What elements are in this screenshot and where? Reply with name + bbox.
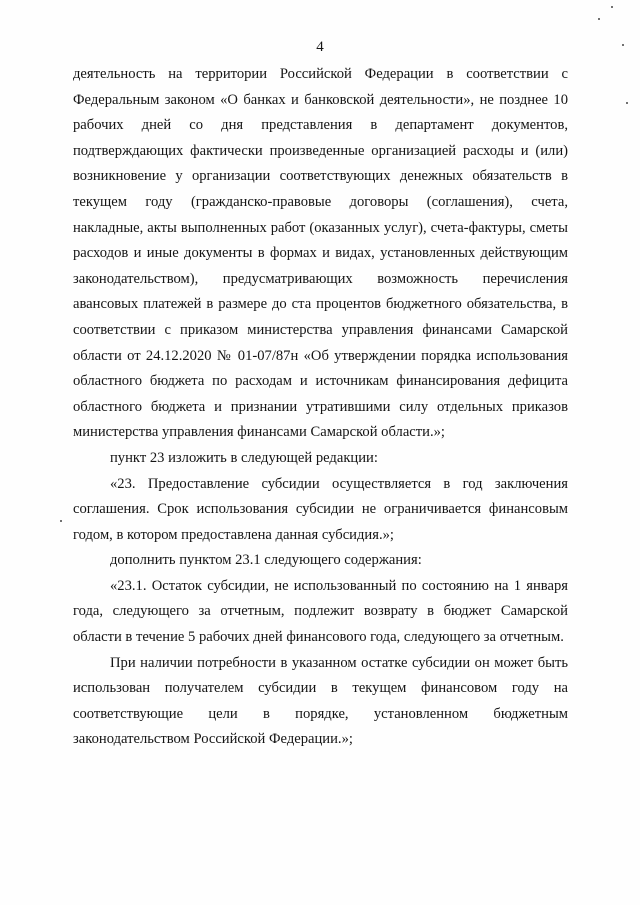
paragraph-item-23-text: «23. Предоставление субсидии осуществляется в год заключения соглашения. Срок использования субсидии не ограничивается финансовым годом, в котором предоставлена данная субсидия.»;: [73, 475, 568, 543]
scan-speck: [598, 18, 600, 20]
paragraph-item-23-1-text: «23.1. Остаток субсидии, не использованный по состоянию на 1 января года, следующего за отчетным, подлежит возврату в бюджет Самарской области в течение 5 рабочих дней финансового года, следующего за отчетным.: [73, 577, 568, 646]
paragraph-continuation: деятельность на территории Российской Федерации в соответствии с Федеральным законом «О банках и банковской деятельности», не позднее 10 рабочих дней со дня представления в департамент документов, подтверждающих фактически произведенные организацией расходы и (или) возникновение у организации соответствующих денежных обязательств в текущем году (гражданско-правовые договоры (соглашения), счета, накладные, акты выполненных работ (оказанных услуг), счета-фактуры, сметы расходов и иные документы в формах и видах, установленных действующим законодательством), предусматривающих возможность перечисления авансовых платежей в размере до ста процентов бюджетного обязательства, в соответствии с приказом министерства управления финансами Самарской области от 24.12.2020 № 01-07/87н «Об утверждении порядка использования областного бюджета по расходам и источникам финансирования дефицита областного бюджета и признании утратившими силу отдельных приказов министерства управления финансами Самарской области.»;: [73, 66, 568, 441]
paragraph-item-23-1-continuation: При наличии потребности в указанном остатке субсидии он может быть использован получателем субсидии в текущем финансовом году на соответствующие цели в порядке, установленном бюджетным законодательством Российской Федерации.»;: [73, 654, 568, 748]
paragraph-item-23-1-instruction: дополнить пунктом 23.1 следующего содержания:: [110, 552, 422, 569]
scan-speck: [60, 520, 62, 522]
document-body: [73, 62, 568, 753]
paragraph-item-23-instruction: пункт 23 изложить в следующей редакции:: [110, 449, 378, 466]
page-number: 4: [316, 39, 324, 55]
scan-speck: [626, 102, 628, 104]
scan-speck: [611, 6, 613, 8]
